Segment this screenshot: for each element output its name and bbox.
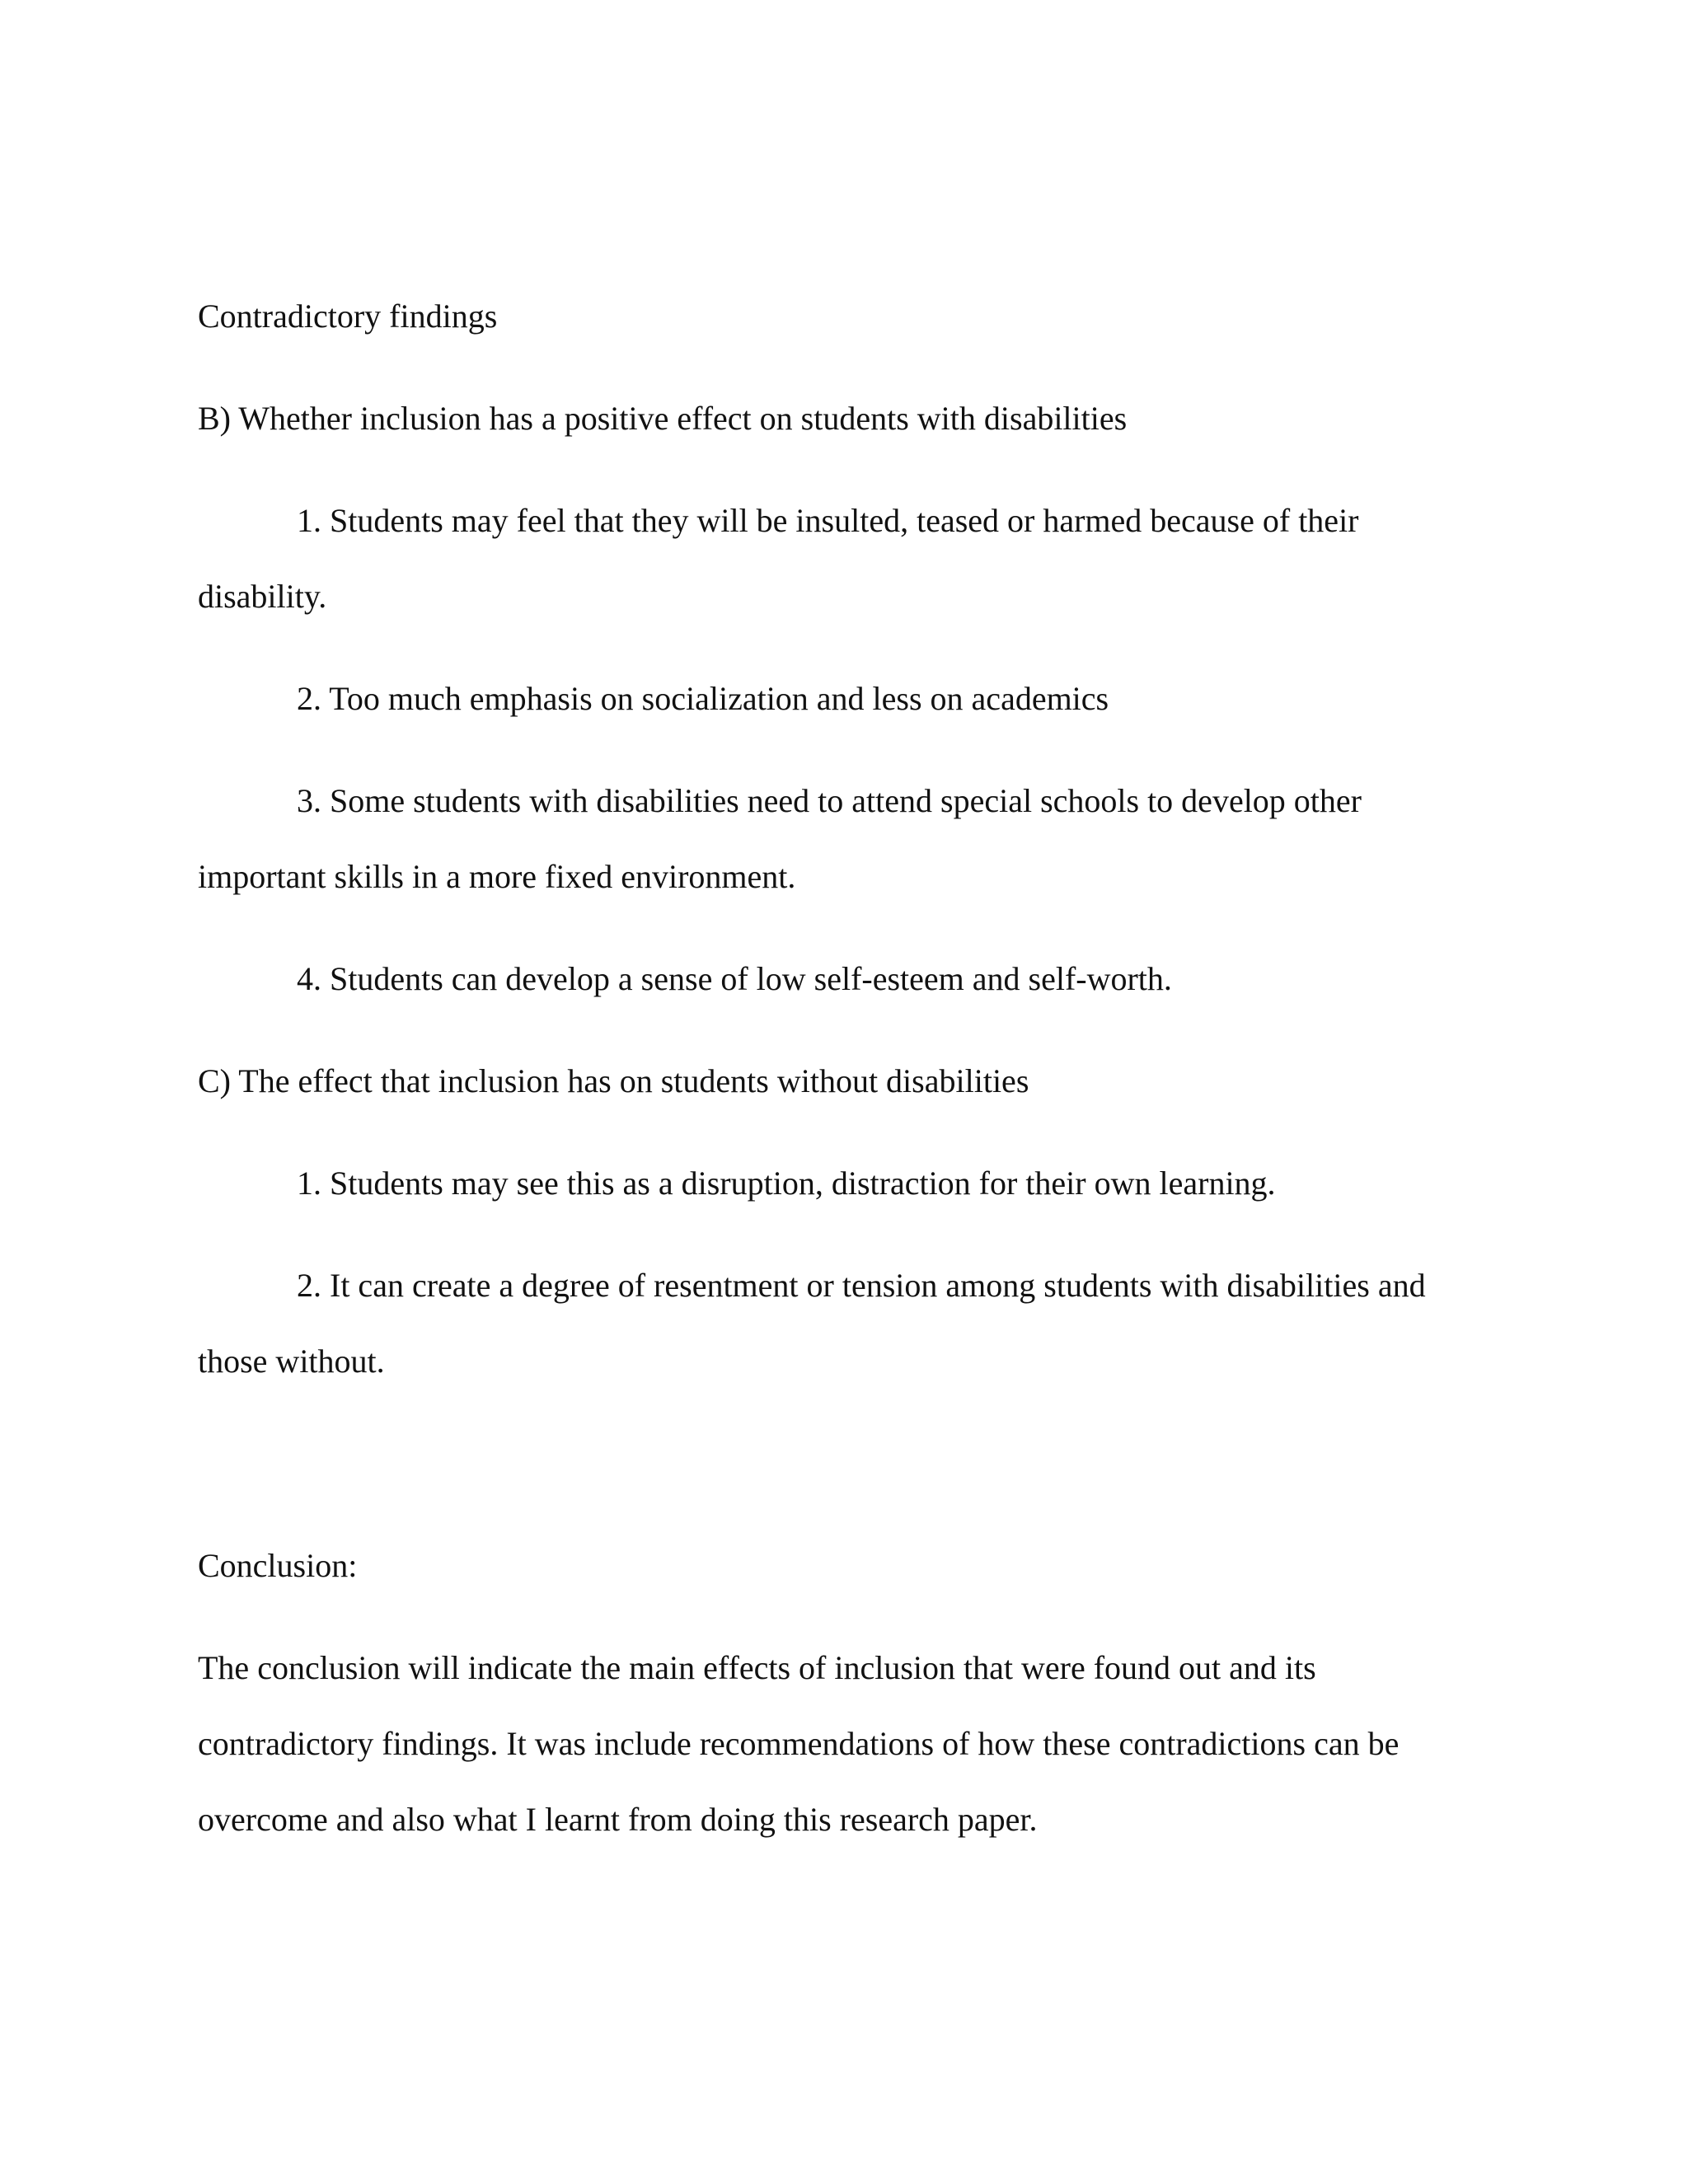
section-c-item-1: 1. Students may see this as a disruption, distraction for their own learning. — [297, 1165, 1276, 1202]
section-b-heading: B) Whether inclusion has a positive effect on students with disabilities — [198, 400, 1128, 437]
section-heading: Contradictory findings — [198, 298, 498, 335]
conclusion-line-3: overcome and also what I learnt from doing this research paper. — [198, 1801, 1038, 1838]
conclusion-heading: Conclusion: — [198, 1547, 358, 1584]
conclusion-line-1: The conclusion will indicate the main effects of inclusion that were found out and its — [198, 1649, 1316, 1686]
section-b-item-4: 4. Students can develop a sense of low self-esteem and self-worth. — [297, 960, 1172, 997]
section-c-heading: C) The effect that inclusion has on students without disabilities — [198, 1062, 1029, 1099]
section-b-item-3-continuation: important skills in a more fixed environment. — [198, 858, 796, 895]
section-b-item-1: 1. Students may feel that they will be insulted, teased or harmed because of their — [297, 502, 1359, 539]
section-b-item-2: 2. Too much emphasis on socialization and less on academics — [297, 680, 1109, 717]
section-c-item-2: 2. It can create a degree of resentment or tension among students with disabilities and — [297, 1267, 1426, 1304]
section-b-item-3: 3. Some students with disabilities need to attend special schools to develop other — [297, 782, 1362, 819]
section-c-item-2-continuation: those without. — [198, 1343, 385, 1380]
section-b-item-1-continuation: disability. — [198, 578, 327, 615]
conclusion-line-2: contradictory findings. It was include recommendations of how these contradictions can be — [198, 1725, 1400, 1762]
